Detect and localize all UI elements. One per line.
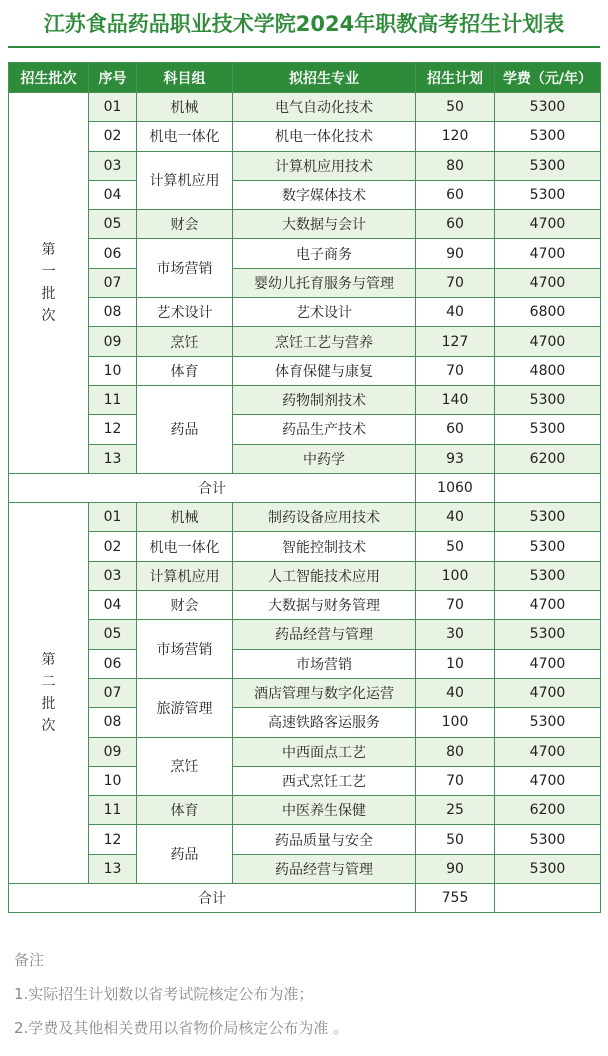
cell-group: 机电一体化 <box>137 532 233 561</box>
cell-major: 婴幼儿托育服务与管理 <box>233 268 416 297</box>
cell-fee: 5300 <box>495 854 601 883</box>
cell-plan: 50 <box>416 825 495 854</box>
cell-major: 中药学 <box>233 444 416 473</box>
cell-major: 人工智能技术应用 <box>233 561 416 590</box>
table-row <box>9 298 601 327</box>
cell-fee: 4700 <box>495 678 601 707</box>
cell-major: 制药设备应用技术 <box>233 503 416 532</box>
cell-no: 12 <box>89 415 137 444</box>
cell-no: 01 <box>89 503 137 532</box>
enrollment-plan-table <box>8 62 601 913</box>
cell-no: 11 <box>89 796 137 825</box>
cell-group: 机电一体化 <box>137 122 233 151</box>
cell-no: 11 <box>89 385 137 414</box>
cell-group: 药品 <box>137 385 233 473</box>
cell-plan: 70 <box>416 591 495 620</box>
total-value: 755 <box>416 884 495 913</box>
header-group: 科目组 <box>137 63 233 93</box>
cell-no: 06 <box>89 239 137 268</box>
cell-major: 药品生产技术 <box>233 415 416 444</box>
header-fee: 学费（元/年） <box>495 63 601 93</box>
total-empty <box>495 884 601 913</box>
cell-major: 中医养生保健 <box>233 796 416 825</box>
cell-no: 13 <box>89 444 137 473</box>
cell-plan: 60 <box>416 415 495 444</box>
cell-plan: 100 <box>416 561 495 590</box>
total-label: 合计 <box>9 884 416 913</box>
cell-major: 体育保健与康复 <box>233 356 416 385</box>
cell-no: 07 <box>89 268 137 297</box>
cell-no: 02 <box>89 122 137 151</box>
cell-fee: 5300 <box>495 825 601 854</box>
cell-group: 财会 <box>137 591 233 620</box>
cell-no: 07 <box>89 678 137 707</box>
cell-fee: 4700 <box>495 649 601 678</box>
cell-group: 烹饪 <box>137 737 233 796</box>
cell-fee: 4700 <box>495 327 601 356</box>
cell-no: 03 <box>89 151 137 180</box>
table-row <box>9 239 601 268</box>
cell-plan: 140 <box>416 385 495 414</box>
table-row <box>9 620 601 649</box>
cell-plan: 50 <box>416 532 495 561</box>
cell-group: 计算机应用 <box>137 151 233 210</box>
cell-fee: 4700 <box>495 766 601 795</box>
cell-plan: 100 <box>416 708 495 737</box>
cell-plan: 120 <box>416 122 495 151</box>
cell-no: 03 <box>89 561 137 590</box>
page-title: 江苏食品药品职业技术学院2024年职教高考招生计划表 <box>43 12 565 36</box>
table-row <box>9 561 601 590</box>
cell-fee: 6200 <box>495 444 601 473</box>
cell-fee: 5300 <box>495 708 601 737</box>
cell-plan: 60 <box>416 180 495 209</box>
cell-major: 智能控制技术 <box>233 532 416 561</box>
cell-fee: 5300 <box>495 385 601 414</box>
total-empty <box>495 473 601 502</box>
cell-fee: 5300 <box>495 180 601 209</box>
total-row <box>9 473 601 502</box>
cell-group: 计算机应用 <box>137 561 233 590</box>
cell-plan: 40 <box>416 503 495 532</box>
cell-major: 药品经营与管理 <box>233 620 416 649</box>
cell-no: 10 <box>89 766 137 795</box>
cell-no: 02 <box>89 532 137 561</box>
table-row <box>9 532 601 561</box>
batch-1-label: 第 一 批 次 <box>9 93 89 474</box>
cell-no: 04 <box>89 180 137 209</box>
cell-major: 高速铁路客运服务 <box>233 708 416 737</box>
cell-major: 数字媒体技术 <box>233 180 416 209</box>
cell-major: 机电一体化技术 <box>233 122 416 151</box>
cell-plan: 93 <box>416 444 495 473</box>
cell-no: 05 <box>89 620 137 649</box>
cell-fee: 6800 <box>495 298 601 327</box>
cell-fee: 5300 <box>495 532 601 561</box>
cell-fee: 4700 <box>495 737 601 766</box>
cell-major: 大数据与会计 <box>233 210 416 239</box>
cell-group: 市场营销 <box>137 239 233 298</box>
header-no: 序号 <box>89 63 137 93</box>
table-row <box>9 708 601 737</box>
total-value: 1060 <box>416 473 495 502</box>
note-item: 2.学费及其他相关费用以省物价局核定公布为准 。 <box>14 1019 349 1037</box>
cell-fee: 5300 <box>495 415 601 444</box>
cell-major: 酒店管理与数字化运营 <box>233 678 416 707</box>
total-label: 合计 <box>9 473 416 502</box>
cell-fee: 5300 <box>495 503 601 532</box>
table-row <box>9 737 601 766</box>
note-item: 1.实际招生计划数以省考试院核定公布为准； <box>14 985 314 1003</box>
cell-fee: 4700 <box>495 591 601 620</box>
notes-heading: 备注 <box>14 951 45 969</box>
cell-plan: 70 <box>416 268 495 297</box>
table-row <box>9 825 601 854</box>
title-underline <box>8 46 600 48</box>
cell-major: 计算机应用技术 <box>233 151 416 180</box>
total-row <box>9 884 601 913</box>
batch-2-label: 第 二 批 次 <box>9 503 89 884</box>
cell-major: 西式烹饪工艺 <box>233 766 416 795</box>
cell-fee: 6200 <box>495 796 601 825</box>
table-row <box>9 503 601 532</box>
cell-major: 药品经营与管理 <box>233 854 416 883</box>
cell-major: 电气自动化技术 <box>233 93 416 122</box>
table-row <box>9 766 601 795</box>
cell-no: 06 <box>89 649 137 678</box>
table-row <box>9 854 601 883</box>
table-row <box>9 385 601 414</box>
notes <box>14 946 594 1048</box>
cell-fee: 5300 <box>495 620 601 649</box>
cell-group: 体育 <box>137 796 233 825</box>
table-row <box>9 796 601 825</box>
cell-no: 09 <box>89 327 137 356</box>
cell-plan: 90 <box>416 854 495 883</box>
header-major: 拟招生专业 <box>233 63 416 93</box>
cell-no: 05 <box>89 210 137 239</box>
table-row <box>9 210 601 239</box>
cell-fee: 4700 <box>495 210 601 239</box>
cell-group: 机械 <box>137 503 233 532</box>
cell-plan: 127 <box>416 327 495 356</box>
table-row <box>9 444 601 473</box>
header-plan: 招生计划 <box>416 63 495 93</box>
cell-fee: 5300 <box>495 93 601 122</box>
cell-plan: 80 <box>416 737 495 766</box>
cell-plan: 70 <box>416 356 495 385</box>
cell-fee: 4700 <box>495 268 601 297</box>
cell-plan: 90 <box>416 239 495 268</box>
cell-no: 08 <box>89 298 137 327</box>
cell-plan: 70 <box>416 766 495 795</box>
cell-major: 烹饪工艺与营养 <box>233 327 416 356</box>
cell-group: 旅游管理 <box>137 678 233 737</box>
cell-no: 01 <box>89 93 137 122</box>
table-row <box>9 180 601 209</box>
cell-plan: 40 <box>416 678 495 707</box>
cell-group: 财会 <box>137 210 233 239</box>
table-row <box>9 591 601 620</box>
table-row <box>9 327 601 356</box>
cell-fee: 5300 <box>495 151 601 180</box>
cell-plan: 10 <box>416 649 495 678</box>
cell-plan: 40 <box>416 298 495 327</box>
header-batch: 招生批次 <box>9 63 89 93</box>
cell-plan: 30 <box>416 620 495 649</box>
table-row <box>9 415 601 444</box>
table-row <box>9 122 601 151</box>
table-row <box>9 151 601 180</box>
cell-no: 12 <box>89 825 137 854</box>
cell-no: 09 <box>89 737 137 766</box>
cell-group: 药品 <box>137 825 233 884</box>
cell-no: 10 <box>89 356 137 385</box>
cell-major: 电子商务 <box>233 239 416 268</box>
cell-no: 04 <box>89 591 137 620</box>
cell-major: 药品质量与安全 <box>233 825 416 854</box>
cell-group: 艺术设计 <box>137 298 233 327</box>
cell-plan: 80 <box>416 151 495 180</box>
cell-major: 中西面点工艺 <box>233 737 416 766</box>
cell-no: 13 <box>89 854 137 883</box>
cell-group: 机械 <box>137 93 233 122</box>
cell-major: 药物制剂技术 <box>233 385 416 414</box>
cell-fee: 5300 <box>495 122 601 151</box>
table-row <box>9 268 601 297</box>
cell-major: 艺术设计 <box>233 298 416 327</box>
table-row <box>9 678 601 707</box>
cell-plan: 60 <box>416 210 495 239</box>
cell-group: 体育 <box>137 356 233 385</box>
cell-group: 烹饪 <box>137 327 233 356</box>
cell-group: 市场营销 <box>137 620 233 679</box>
cell-major: 大数据与财务管理 <box>233 591 416 620</box>
cell-fee: 4800 <box>495 356 601 385</box>
cell-fee: 4700 <box>495 239 601 268</box>
table-row <box>9 649 601 678</box>
cell-plan: 50 <box>416 93 495 122</box>
table-row <box>9 93 601 122</box>
cell-plan: 25 <box>416 796 495 825</box>
cell-major: 市场营销 <box>233 649 416 678</box>
cell-no: 08 <box>89 708 137 737</box>
table-row <box>9 356 601 385</box>
cell-fee: 5300 <box>495 561 601 590</box>
table-header-row <box>9 63 601 93</box>
